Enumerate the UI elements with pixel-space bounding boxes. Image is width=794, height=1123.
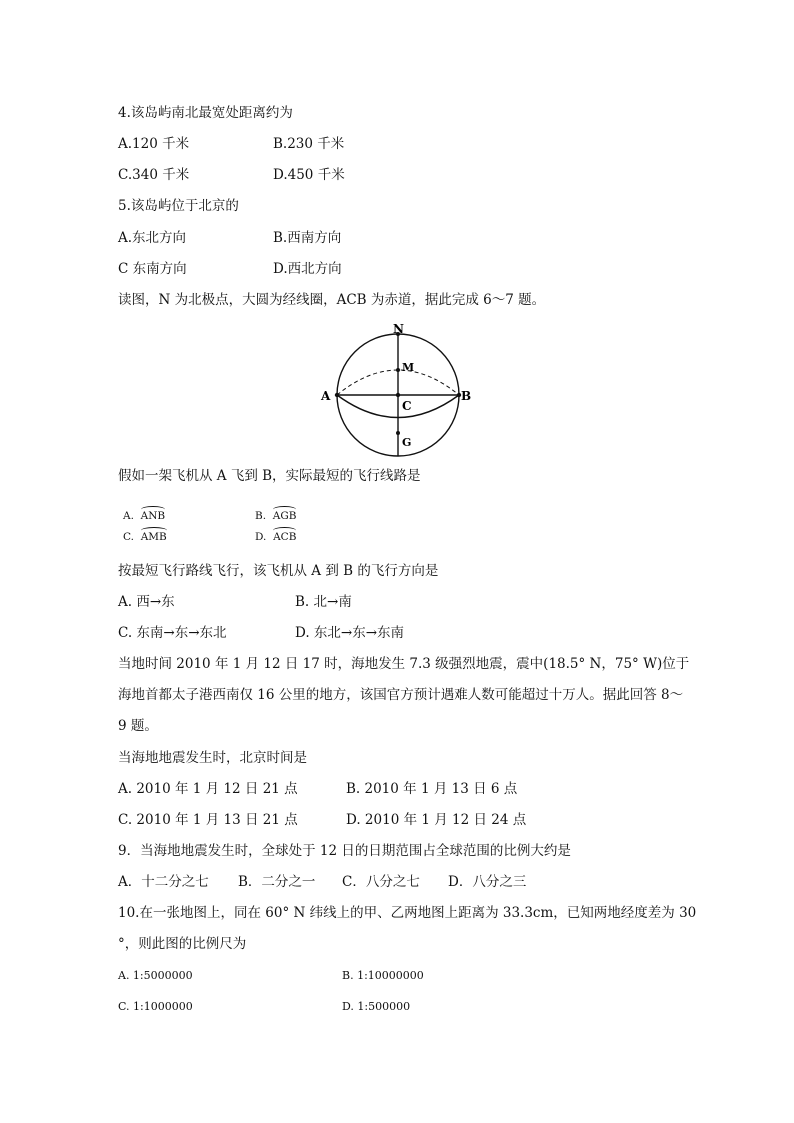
- q9-option-c: C．八分之七: [342, 874, 420, 890]
- q6-option-d-letter: D.: [255, 531, 267, 543]
- q6-option-c-arc: AMB: [140, 531, 167, 543]
- q7-stem: 按最短飞行路线飞行，该飞机从 A 到 B 的飞行方向是: [118, 563, 439, 579]
- q8-stem: 当海地地震发生时，北京时间是: [118, 750, 307, 766]
- q4-stem: 4.该岛屿南北最宽处距离约为: [118, 105, 293, 121]
- label-g: G: [402, 436, 412, 449]
- q8-option-a: A. 2010 年 1 月 12 日 21 点: [118, 781, 298, 797]
- point-c: [396, 393, 400, 397]
- label-b: B: [461, 389, 472, 403]
- q7-option-b: B. 北→南: [295, 594, 352, 610]
- q8-option-d: D. 2010 年 1 月 12 日 24 点: [346, 812, 527, 828]
- q6-option-c-letter: C.: [123, 531, 134, 543]
- q6-option-b: [255, 510, 296, 522]
- q5-option-a: A.东北方向: [118, 230, 187, 246]
- q9-stem: 9．当海地地震发生时，全球处于 12 日的日期范围占全球范围的比例大约是: [118, 843, 571, 859]
- q4-option-b: B.230 千米: [273, 136, 345, 152]
- q4-option-c: C.340 千米: [118, 167, 190, 183]
- q7-option-d: D. 东北→东→东南: [295, 625, 405, 641]
- q10-option-c: C. 1:1000000: [118, 1000, 193, 1013]
- q10-option-d: D. 1:500000: [342, 1000, 411, 1013]
- q8-option-c: C. 2010 年 1 月 13 日 21 点: [118, 812, 298, 828]
- q6-stem: 假如一架飞机从 A 飞到 B，实际最短的飞行线路是: [118, 468, 421, 484]
- q6-option-a: [123, 510, 165, 522]
- intro-8-9-line3: 9 题。: [118, 718, 158, 734]
- label-m: M: [402, 361, 415, 374]
- q5-option-b: B.西南方向: [273, 230, 342, 246]
- q10-stem-line2: °，则此图的比例尺为: [118, 936, 247, 952]
- intro-6-7: 读图，N 为北极点，大圆为经线圈，ACB 为赤道，据此完成 6～7 题。: [118, 292, 546, 308]
- label-a: A: [321, 389, 331, 403]
- q6-option-b-letter: B.: [255, 510, 267, 522]
- q10-option-b: B. 1:10000000: [342, 969, 424, 982]
- q8-option-b: B. 2010 年 1 月 13 日 6 点: [346, 781, 518, 797]
- label-c: C: [402, 399, 412, 413]
- q6-option-c: [123, 531, 167, 543]
- point-a: [335, 393, 339, 397]
- point-m: [396, 368, 400, 372]
- q6-option-d-arc: ACB: [273, 531, 297, 543]
- q7-option-c: C. 东南→东→东北: [118, 625, 227, 641]
- q7-option-a: A. 西→东: [118, 594, 175, 610]
- intro-8-9-line1: 当地时间 2010 年 1 月 12 日 17 时，海地发生 7.3 级强烈地震，震中(18.5° N，75° W)位于: [118, 656, 690, 672]
- q10-stem-line1: 10.在一张地图上，同在 60° N 纬线上的甲、乙两地图上距离为 33.3cm，已知两地经度差为 30: [118, 905, 697, 921]
- q6-option-a-arc: ANB: [140, 510, 166, 522]
- q4-option-d: D.450 千米: [273, 167, 345, 183]
- q5-stem: 5.该岛屿位于北京的: [118, 198, 239, 214]
- intro-8-9-line2: 海地首都太子港西南仅 16 公里的地方，该国官方预计遇难人数可能超过十万人。据此回答 8～: [118, 687, 684, 703]
- q9-option-b: B．二分之一: [238, 874, 316, 890]
- q9-option-d: D．八分之三: [448, 874, 527, 890]
- q9-option-a: A．十二分之七: [118, 874, 209, 890]
- q5-option-c: C 东南方向: [118, 261, 187, 277]
- q6-option-b-arc: AGB: [272, 510, 297, 522]
- label-n: N: [393, 322, 404, 336]
- globe-figure: [310, 318, 480, 458]
- q6-option-d: [255, 531, 296, 543]
- q4-option-a: A.120 千米: [118, 136, 190, 152]
- q10-option-a: A. 1:5000000: [118, 969, 193, 982]
- point-g: [396, 431, 400, 435]
- q5-option-d: D.西北方向: [273, 261, 342, 277]
- q6-option-a-letter: A.: [123, 510, 134, 522]
